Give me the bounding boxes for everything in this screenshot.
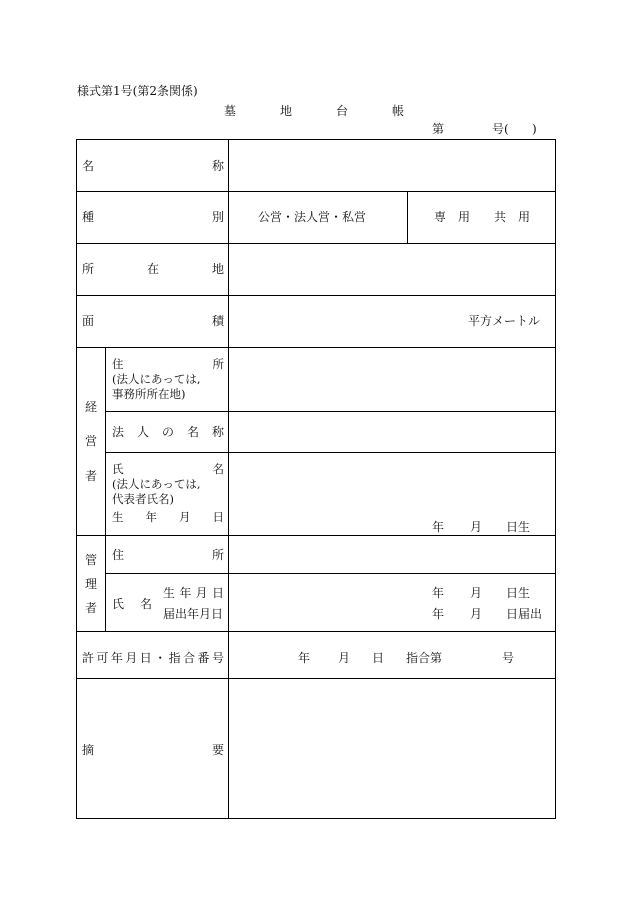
- use-char-2: 用: [458, 210, 471, 224]
- permit-number-prefix: 指合第: [406, 651, 443, 665]
- type-split: [407, 191, 408, 243]
- operator-char-1: 経: [85, 400, 98, 414]
- row-divider: [77, 191, 555, 192]
- label-name: 名 称: [82, 159, 224, 173]
- row-divider: [77, 678, 555, 679]
- number-dai: 第: [432, 122, 445, 136]
- manager-name-char-1: 氏: [112, 597, 125, 611]
- operator-birth-year: 年: [432, 520, 445, 534]
- operator-person-label: 氏 名: [112, 462, 224, 476]
- title-char-1: 墓: [224, 104, 237, 118]
- row-divider: [77, 535, 555, 536]
- manager-name-char-2: 名: [140, 597, 153, 611]
- form-reference: 様式第1号(第2条関係): [77, 84, 198, 98]
- sub-row-divider: [105, 573, 555, 574]
- manager-char-3: 者: [85, 601, 98, 615]
- use-char-3: 共: [494, 210, 507, 224]
- manager-report-year: 年: [432, 607, 445, 621]
- title-char-2: 地: [280, 104, 293, 118]
- operator-person-note-2: 代表者氏名): [112, 492, 174, 506]
- permit-day: 日: [372, 651, 385, 665]
- manager-birth-label: 生 年 月 日: [163, 586, 224, 600]
- row-divider: [77, 347, 555, 348]
- row-divider: [77, 295, 555, 296]
- permit-number-suffix: 号: [502, 651, 515, 665]
- operator-person-note: (法人にあっては,: [112, 477, 201, 491]
- operator-address-label: 住 所: [112, 357, 224, 371]
- sub-row-divider: [105, 411, 555, 412]
- column-divider: [228, 140, 229, 819]
- sub-row-divider: [105, 452, 555, 453]
- operator-birth-day: 日生: [506, 520, 531, 534]
- label-type: 種 別: [82, 210, 224, 224]
- permit-month: 月: [338, 651, 351, 665]
- title-char-4: 帳: [392, 104, 405, 118]
- permit-year: 年: [298, 651, 311, 665]
- operator-address-note-2: 事務所所在地): [112, 387, 186, 401]
- manager-birth-month: 月: [470, 586, 483, 600]
- operator-char-3: 者: [85, 469, 98, 483]
- row-divider: [77, 243, 555, 244]
- manager-report-label: 届出年月日: [163, 607, 224, 621]
- manager-report-day: 日届出: [506, 607, 543, 621]
- manager-address-label: 住 所: [112, 548, 224, 562]
- label-area: 面 積: [82, 314, 224, 328]
- manager-birth-year: 年: [432, 586, 445, 600]
- operator-birth-label: 生 年 月 日: [112, 510, 224, 524]
- operator-address-note: (法人にあっては,: [112, 372, 201, 386]
- permit-label: 許 可 年 月 日 ・ 指 合 番 号: [82, 651, 224, 665]
- operator-char-2: 営: [85, 434, 98, 448]
- manager-char-1: 管: [85, 553, 98, 567]
- title-char-3: 台: [336, 104, 349, 118]
- remarks-label: 摘 要: [82, 743, 224, 757]
- area-unit: 平方メートル: [468, 314, 541, 328]
- number-close: ): [532, 122, 537, 136]
- group-divider: [105, 347, 106, 631]
- number-go: 号(: [492, 122, 509, 136]
- manager-char-2: 理: [85, 577, 98, 591]
- manager-birth-day: 日生: [506, 586, 531, 600]
- row-divider: [77, 631, 555, 632]
- corp-name-label: 法 人 の 名 称: [112, 425, 224, 439]
- use-char-1: 専: [434, 210, 447, 224]
- operator-birth-month: 月: [470, 520, 483, 534]
- type-options: 公営・法人営・私営: [258, 210, 367, 224]
- manager-report-month: 月: [470, 607, 483, 621]
- label-location: 所 在 地: [82, 262, 224, 276]
- use-char-4: 用: [518, 210, 531, 224]
